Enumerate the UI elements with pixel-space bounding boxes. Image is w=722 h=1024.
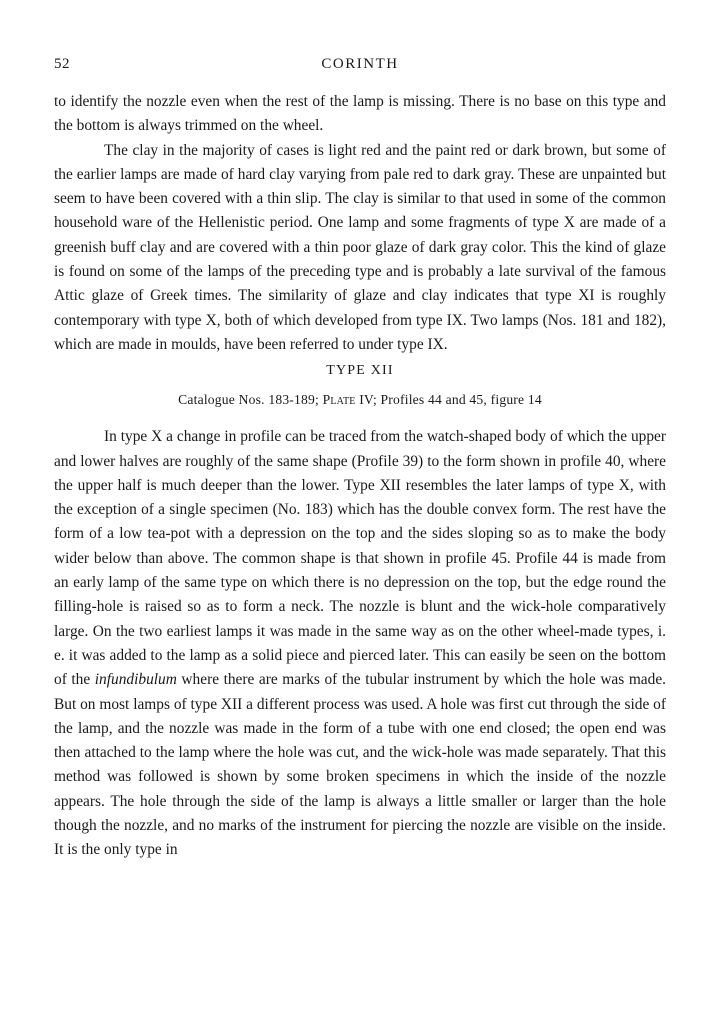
- document-page: [54, 52, 666, 863]
- paragraph-continuation: to identify the nozzle even when the rest of the lamp is missing. There is no base on this type and the bottom is always trimmed on the wheel.: [54, 93, 666, 135]
- running-title: CORINTH: [321, 56, 399, 72]
- italic-term: infundibulum: [94, 671, 177, 689]
- page-header: [54, 52, 666, 76]
- paragraph-clay: The clay in the majority of cases is light red and the paint red or dark brown, but some of the earlier lamps are made of hard clay varying from pale red to dark gray. These are unpainted but seem to have been covered with a thin slip. The clay is similar to that used in some of the common household ware of the Hellenistic period. One lamp and some fragments of type X are made of a greenish buff clay and are covered with a thin poor glaze of dark gray color. This the kind of glaze is found on some of the lamps of the preceding type and is probably a late survival of the famous Attic glaze of Greek times. The similarity of glaze and clay indicates that type XI is roughly contemporary with type X, both of which developed from type IX. Two lamps (Nos. 181 and 182), which are made in moulds, have been referred to under type IX.: [54, 141, 666, 353]
- paragraph-text-end: where there are marks of the tubular instrument by which the hole was made. But on most lamps of type XII a different process was used. A hole was first cut through the side of the lamp, and the nozzle was made in the form of a tube with one end closed; the open end was then attached to the lamp where the hole was cut, and the wick-hole was made separately. That this method was followed is shown by some broken specimens in which the inside of the nozzle appears. The hole through the side of the lamp is always a little smaller or larger than the hole though the nozzle, and no marks of the instrument for piercing the nozzle are visible on the inside. It is the only type in: [54, 671, 666, 859]
- section-heading: TYPE XII: [326, 363, 394, 379]
- catalogue-plate-label: Plate: [322, 392, 356, 408]
- catalogue-text-start: Catalogue Nos. 183-189;: [178, 392, 323, 408]
- paragraph-type-xii: [54, 425, 666, 862]
- page-number: 52: [54, 56, 70, 72]
- paragraph-text-start: In type X a change in profile can be traced from the watch-shaped body of which the upper and lower halves are roughly of the same shape (Profile 39) to the form shown in profile 40, where the upper half is much deeper than the lower. Type XII resembles the later lamps of type X, with the exception of a single specimen (No. 183) which has the double convex form. The rest have the form of a low tea-pot with a depression on the top and the sides sloping so as to make the body wider below than above. The common shape is that shown in profile 45. Profile 44 is made from an early lamp of the same type on which there is no depression on the top, but the edge round the filling-hole is raised so as to form a neck. The nozzle is blunt and the wick-hole comparatively large. On the two earliest lamps it was made in the same way as on the other wheel-made types, i. e. it was added to the lamp as a solid piece and pierced later. This can easily be seen on the bottom of the: [54, 428, 666, 689]
- catalogue-text-end: IV; Profiles 44 and 45, figure 14: [355, 392, 542, 408]
- catalogue-reference: [54, 389, 666, 411]
